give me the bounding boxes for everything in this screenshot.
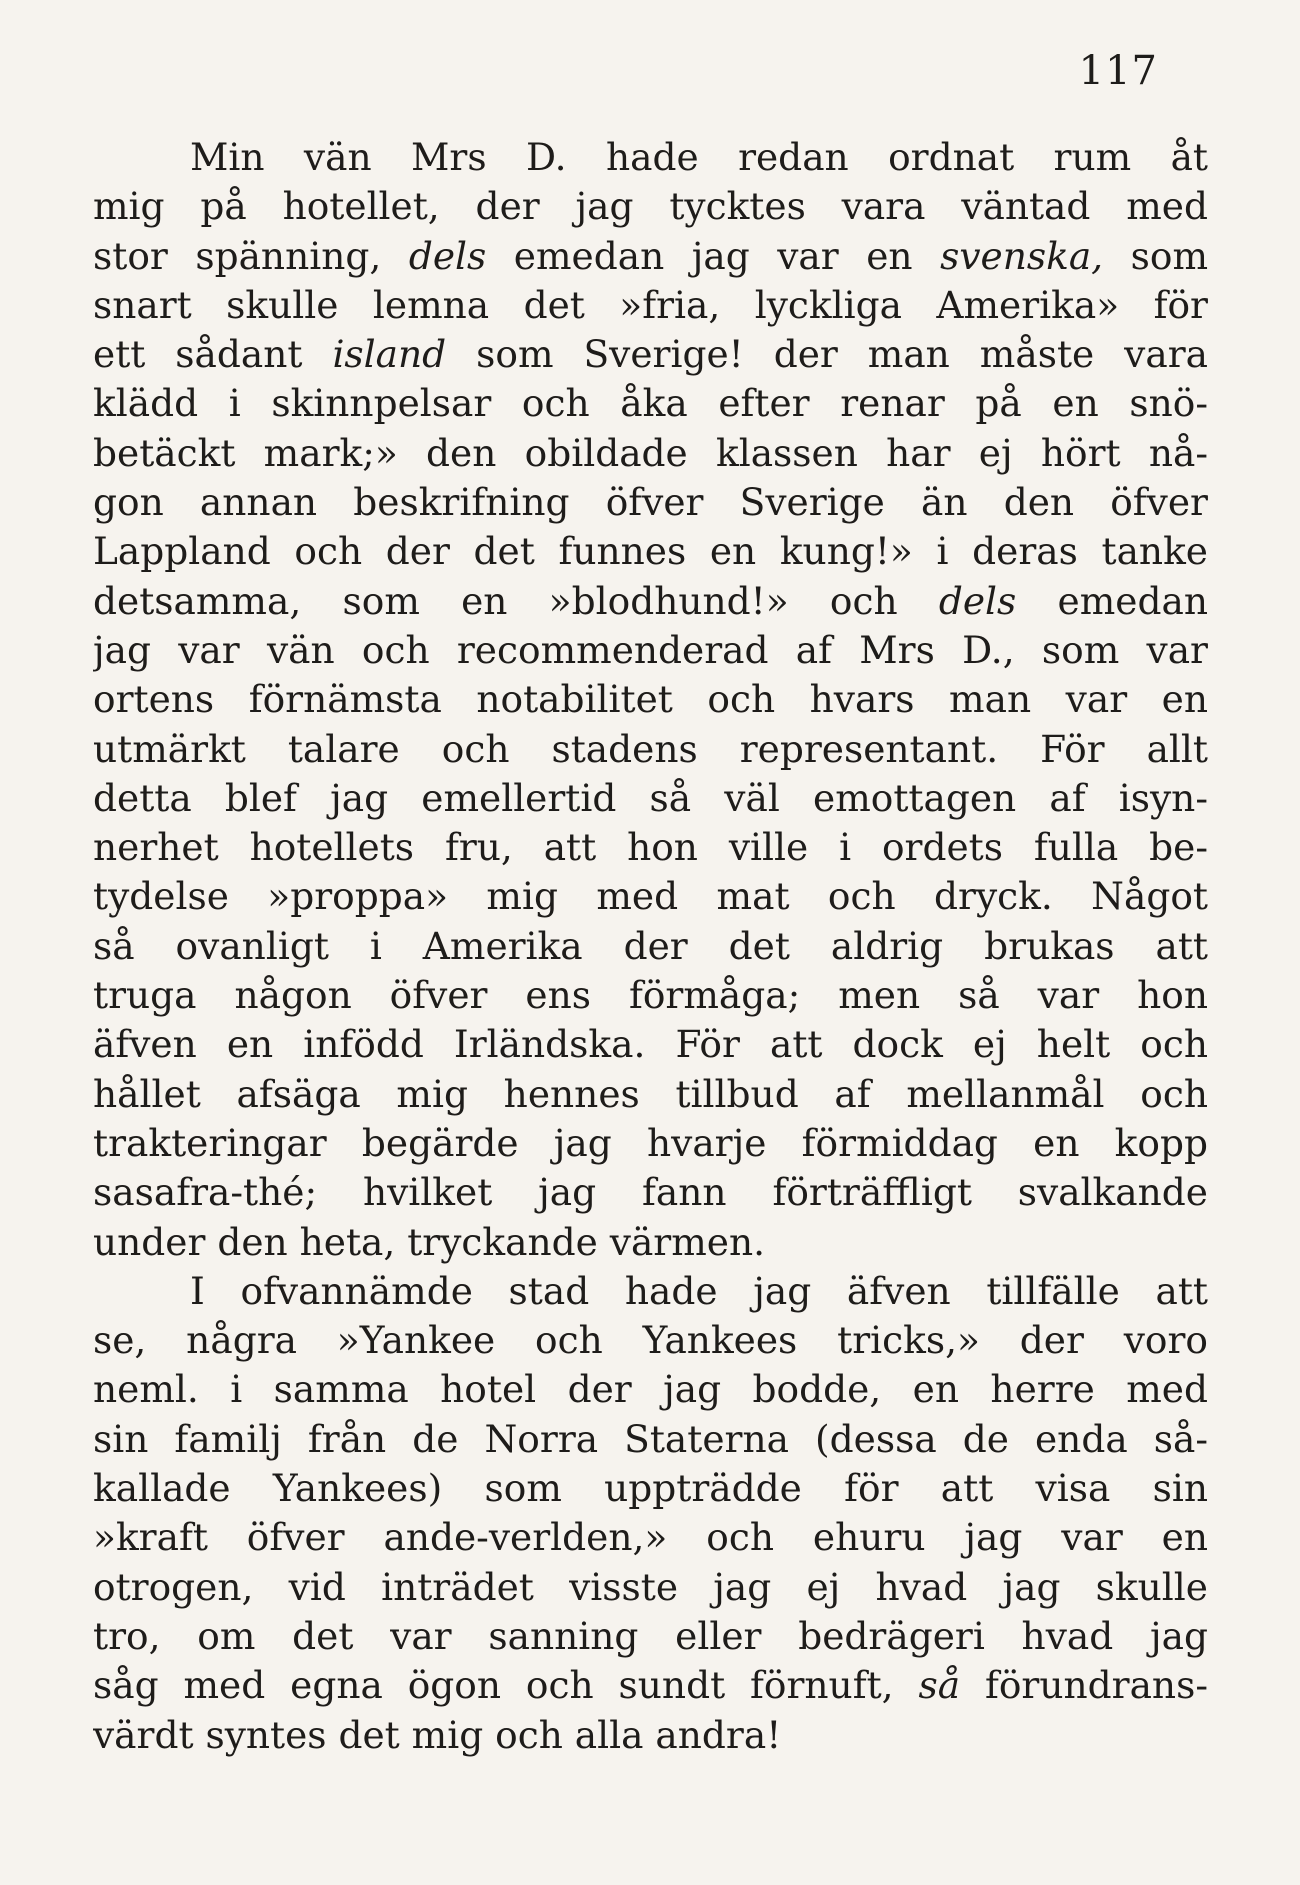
text-line xyxy=(93,1711,1208,1760)
text-run: stor spänning, xyxy=(93,233,409,278)
text-run: emedan xyxy=(1016,578,1208,623)
text-line xyxy=(93,774,1208,823)
text-run: som xyxy=(1103,233,1208,278)
text-run: »kraft öfver ande-verlden,» och ehuru jag var en xyxy=(93,1515,1208,1560)
text-run: så ovanligt i Amerika der det aldrig brukas att xyxy=(93,923,1208,968)
italic-text: dels xyxy=(408,233,487,278)
text-run: se, några »Yankee och Yankees tricks,» der voro xyxy=(93,1318,1208,1363)
body-text xyxy=(93,133,1208,1760)
text-run: tydelse »proppa» mig med mat och dryck. Något xyxy=(93,874,1208,919)
text-run: Min vän Mrs D. hade redan ordnat rum åt xyxy=(190,135,1208,179)
text-run: otrogen, vid inträdet visste jag ej hvad jag skulle xyxy=(93,1564,1208,1609)
text-run: förundrans- xyxy=(960,1663,1208,1708)
text-line xyxy=(93,429,1208,478)
text-line xyxy=(93,182,1208,231)
text-line xyxy=(93,1464,1208,1513)
italic-text: svenska, xyxy=(940,233,1104,278)
text-run: sin familj från de Norra Staterna (dessa de enda så- xyxy=(93,1416,1208,1461)
text-run: sasafra-thé; hvilket jag fann förträffligt svalkande xyxy=(93,1170,1208,1215)
text-line xyxy=(93,1070,1208,1119)
text-line xyxy=(93,1119,1208,1168)
text-line xyxy=(93,823,1208,872)
text-run: ett sådant xyxy=(93,332,333,377)
text-run: detsamma, som en »blodhund!» och xyxy=(93,578,939,623)
text-run: ortens förnämsta notabilitet och hvars man var en xyxy=(93,677,1208,722)
text-run: I ofvannämde stad hade jag äfven tillfälle att xyxy=(190,1268,1208,1313)
text-run: detta blef jag emellertid så väl emottagen af isyn- xyxy=(93,775,1208,820)
text-line xyxy=(93,1267,1208,1316)
text-run: klädd i skinnpelsar och åka efter renar på en snö- xyxy=(93,381,1208,426)
text-run: mig på hotellet, der jag tycktes vara väntad med xyxy=(93,184,1208,229)
text-run: neml. i samma hotel der jag bodde, en herre med xyxy=(93,1367,1208,1412)
text-line xyxy=(93,1661,1208,1710)
text-run: under den heta, tryckande värmen. xyxy=(93,1219,766,1264)
text-run: nerhet hotellets fru, att hon ville i ordets fulla be- xyxy=(93,825,1208,870)
text-run: Lappland och der det funnes en kung!» i deras tanke xyxy=(93,529,1208,574)
text-line xyxy=(93,1218,1208,1267)
text-line xyxy=(93,725,1208,774)
text-line xyxy=(93,922,1208,971)
text-line xyxy=(93,1563,1208,1612)
text-line xyxy=(93,1513,1208,1562)
text-line xyxy=(93,577,1208,626)
text-line xyxy=(93,281,1208,330)
text-line xyxy=(93,1612,1208,1661)
text-line xyxy=(93,1168,1208,1217)
text-line xyxy=(93,626,1208,675)
text-line xyxy=(93,133,1208,182)
text-run: trakteringar begärde jag hvarje förmiddag en kopp xyxy=(93,1120,1208,1165)
text-run: äfven en infödd Irländska. För att dock ej helt och xyxy=(93,1022,1208,1067)
text-line xyxy=(93,330,1208,379)
italic-text: dels xyxy=(938,578,1017,623)
text-run: emedan jag var en xyxy=(486,233,941,278)
text-line xyxy=(93,1316,1208,1365)
text-run: truga någon öfver ens förmåga; men så var hon xyxy=(93,973,1208,1018)
text-line xyxy=(93,1415,1208,1464)
text-line xyxy=(93,1020,1208,1069)
text-line xyxy=(93,478,1208,527)
text-run: hållet afsäga mig hennes tillbud af mellanmål och xyxy=(93,1071,1208,1116)
text-run: tro, om det var sanning eller bedrägeri hvad jag xyxy=(93,1613,1208,1658)
text-run: betäckt mark;» den obildade klassen har ej hört nå- xyxy=(93,430,1208,475)
text-line xyxy=(93,1365,1208,1414)
text-run: kallade Yankees) som uppträdde för att visa sin xyxy=(93,1466,1208,1511)
text-line xyxy=(93,971,1208,1020)
text-run: såg med egna ögon och sundt förnuft, xyxy=(93,1663,919,1708)
text-run: snart skulle lemna det »fria, lyckliga Amerika» för xyxy=(93,282,1208,327)
text-run: jag var vän och recommenderad af Mrs D., som var xyxy=(93,627,1208,672)
text-run: utmärkt talare och stadens representant. För allt xyxy=(93,726,1208,771)
italic-text: så xyxy=(918,1663,961,1708)
text-run: som Sverige! der man måste vara xyxy=(446,332,1208,377)
text-run: gon annan beskrifning öfver Sverige än den öfver xyxy=(93,480,1208,525)
text-line xyxy=(93,872,1208,921)
text-line xyxy=(93,675,1208,724)
text-line xyxy=(93,379,1208,428)
text-line xyxy=(93,527,1208,576)
page-number: 117 xyxy=(1078,48,1158,94)
italic-text: island xyxy=(332,332,447,377)
text-run: värdt syntes det mig och alla andra! xyxy=(93,1712,782,1757)
text-line xyxy=(93,232,1208,281)
